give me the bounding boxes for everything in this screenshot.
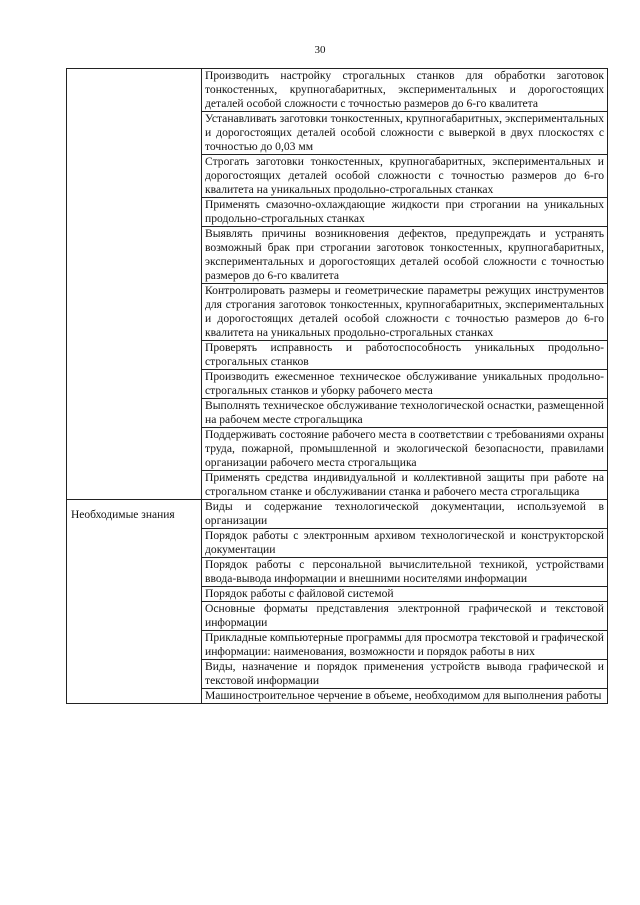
requirement-item: Поддерживать состояние рабочего места в соответствии с требованиями охраны труда, пожарной, промышленной и экологической безопасности, правилами организации рабочего места строгальщика — [202, 428, 608, 471]
requirement-item: Основные форматы представления электронной графической и текстовой информации — [202, 602, 608, 631]
requirement-item: Порядок работы с электронным архивом технологической и конструкторской документации — [202, 529, 608, 558]
requirement-item: Применять смазочно-охлаждающие жидкости при строгании на уникальных продольно-строгальных станках — [202, 198, 608, 227]
section-label-skills — [67, 69, 202, 500]
requirements-table — [66, 68, 608, 704]
table-row — [67, 69, 608, 112]
requirement-item: Контролировать размеры и геометрические параметры режущих инструментов для строгания заготовок тонкостенных, крупногабаритных, экспериментальных и дорогостоящих деталей особой сложности с точностью размеров до 6-го квалитета на уникальных продольно-строгальных станках — [202, 284, 608, 341]
requirement-item: Прикладные компьютерные программы для просмотра текстовой и графической информации: наименования, возможности и порядок работы в них — [202, 631, 608, 660]
requirement-item: Строгать заготовки тонкостенных, крупногабаритных, экспериментальных и дорогостоящих деталей особой сложности с точностью размеров до 6-го квалитета на уникальных продольно-строгальных станках — [202, 155, 608, 198]
requirement-item: Производить настройку строгальных станков для обработки заготовок тонкостенных, крупногабаритных, экспериментальных и дорогостоящих деталей особой сложности с точностью размеров до 6-го квалитета — [202, 69, 608, 112]
requirement-item: Машиностроительное черчение в объеме, необходимом для выполнения работы — [202, 689, 608, 704]
requirement-item: Проверять исправность и работоспособность уникальных продольно-строгальных станков — [202, 341, 608, 370]
requirement-item: Устанавливать заготовки тонкостенных, крупногабаритных, экспериментальных и дорогостоящих деталей особой сложности с выверкой в двух плоскостях с точностью до 0,03 мм — [202, 112, 608, 155]
requirement-item: Виды и содержание технологической документации, используемой в организации — [202, 500, 608, 529]
section-label-knowledge: Необходимые знания — [67, 500, 202, 704]
requirement-item: Виды, назначение и порядок применения устройств вывода графической и текстовой информации — [202, 660, 608, 689]
requirement-item: Производить ежесменное техническое обслуживание уникальных продольно-строгальных станков и уборку рабочего места — [202, 370, 608, 399]
requirement-item: Выявлять причины возникновения дефектов, предупреждать и устранять возможный брак при строгании заготовок тонкостенных, крупногабаритных, экспериментальных и дорогостоящих деталей особой сложности с точностью размеров до 6-го квалитета — [202, 227, 608, 284]
requirement-item: Выполнять техническое обслуживание технологической оснастки, размещенной на рабочем месте строгальщика — [202, 399, 608, 428]
requirement-item: Применять средства индивидуальной и коллективной защиты при работе на строгальном станке и обслуживании станка и рабочего места строгальщика — [202, 471, 608, 500]
requirement-item: Порядок работы с персональной вычислительной техникой, устройствами ввода-вывода информации и внешними носителями информации — [202, 558, 608, 587]
table-row — [67, 500, 608, 529]
page-number: 30 — [314, 44, 326, 56]
requirements-table-body — [67, 69, 608, 704]
requirement-item: Порядок работы с файловой системой — [202, 587, 608, 602]
